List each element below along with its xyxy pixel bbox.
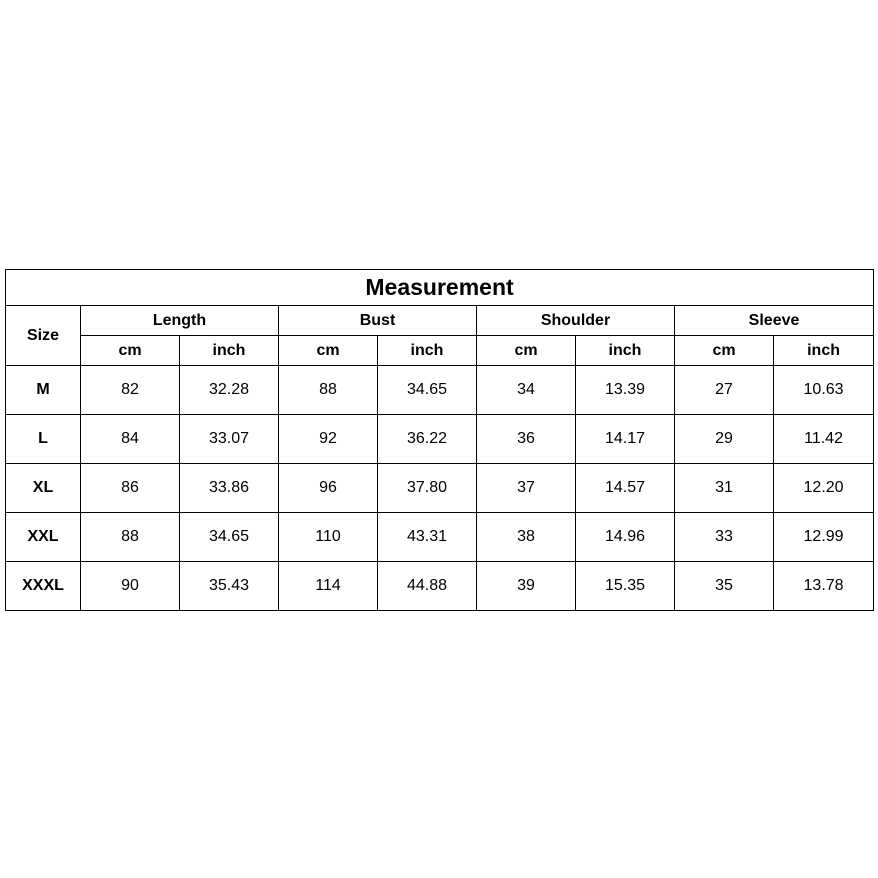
value-cell: 31 — [675, 464, 774, 513]
unit-header-inch: inch — [378, 336, 477, 366]
group-header-sleeve: Sleeve — [675, 306, 874, 336]
value-cell: 33.07 — [180, 415, 279, 464]
value-cell: 96 — [279, 464, 378, 513]
value-cell: 86 — [81, 464, 180, 513]
value-cell: 84 — [81, 415, 180, 464]
value-cell: 88 — [81, 513, 180, 562]
value-cell: 35 — [675, 562, 774, 611]
value-cell: 38 — [477, 513, 576, 562]
value-cell: 10.63 — [774, 366, 874, 415]
value-cell: 32.28 — [180, 366, 279, 415]
table-row — [6, 513, 874, 562]
measurement-table — [5, 269, 874, 611]
table-row — [6, 464, 874, 513]
size-cell: XL — [6, 464, 81, 513]
value-cell: 14.96 — [576, 513, 675, 562]
value-cell: 43.31 — [378, 513, 477, 562]
value-cell: 13.78 — [774, 562, 874, 611]
size-cell: L — [6, 415, 81, 464]
group-header-length: Length — [81, 306, 279, 336]
value-cell: 34 — [477, 366, 576, 415]
value-cell: 35.43 — [180, 562, 279, 611]
value-cell: 36.22 — [378, 415, 477, 464]
unit-header-cm: cm — [81, 336, 180, 366]
unit-header-inch: inch — [180, 336, 279, 366]
size-cell: M — [6, 366, 81, 415]
value-cell: 37.80 — [378, 464, 477, 513]
size-cell: XXXL — [6, 562, 81, 611]
unit-header-inch: inch — [576, 336, 675, 366]
group-header-bust: Bust — [279, 306, 477, 336]
group-header-row — [6, 306, 874, 336]
unit-header-row — [6, 336, 874, 366]
group-header-shoulder: Shoulder — [477, 306, 675, 336]
table-row — [6, 366, 874, 415]
value-cell: 88 — [279, 366, 378, 415]
value-cell: 15.35 — [576, 562, 675, 611]
table-row — [6, 562, 874, 611]
value-cell: 34.65 — [378, 366, 477, 415]
unit-header-inch: inch — [774, 336, 874, 366]
value-cell: 44.88 — [378, 562, 477, 611]
unit-header-cm: cm — [279, 336, 378, 366]
value-cell: 29 — [675, 415, 774, 464]
size-cell: XXL — [6, 513, 81, 562]
value-cell: 13.39 — [576, 366, 675, 415]
unit-header-cm: cm — [675, 336, 774, 366]
value-cell: 110 — [279, 513, 378, 562]
value-cell: 92 — [279, 415, 378, 464]
unit-header-cm: cm — [477, 336, 576, 366]
value-cell: 82 — [81, 366, 180, 415]
value-cell: 37 — [477, 464, 576, 513]
value-cell: 114 — [279, 562, 378, 611]
value-cell: 36 — [477, 415, 576, 464]
value-cell: 33 — [675, 513, 774, 562]
value-cell: 90 — [81, 562, 180, 611]
value-cell: 34.65 — [180, 513, 279, 562]
value-cell: 33.86 — [180, 464, 279, 513]
value-cell: 12.20 — [774, 464, 874, 513]
value-cell: 14.57 — [576, 464, 675, 513]
title-row — [6, 270, 874, 306]
value-cell: 12.99 — [774, 513, 874, 562]
value-cell: 39 — [477, 562, 576, 611]
size-column-header: Size — [6, 306, 81, 366]
value-cell: 27 — [675, 366, 774, 415]
value-cell: 11.42 — [774, 415, 874, 464]
table-title: Measurement — [6, 270, 874, 306]
table-row — [6, 415, 874, 464]
value-cell: 14.17 — [576, 415, 675, 464]
